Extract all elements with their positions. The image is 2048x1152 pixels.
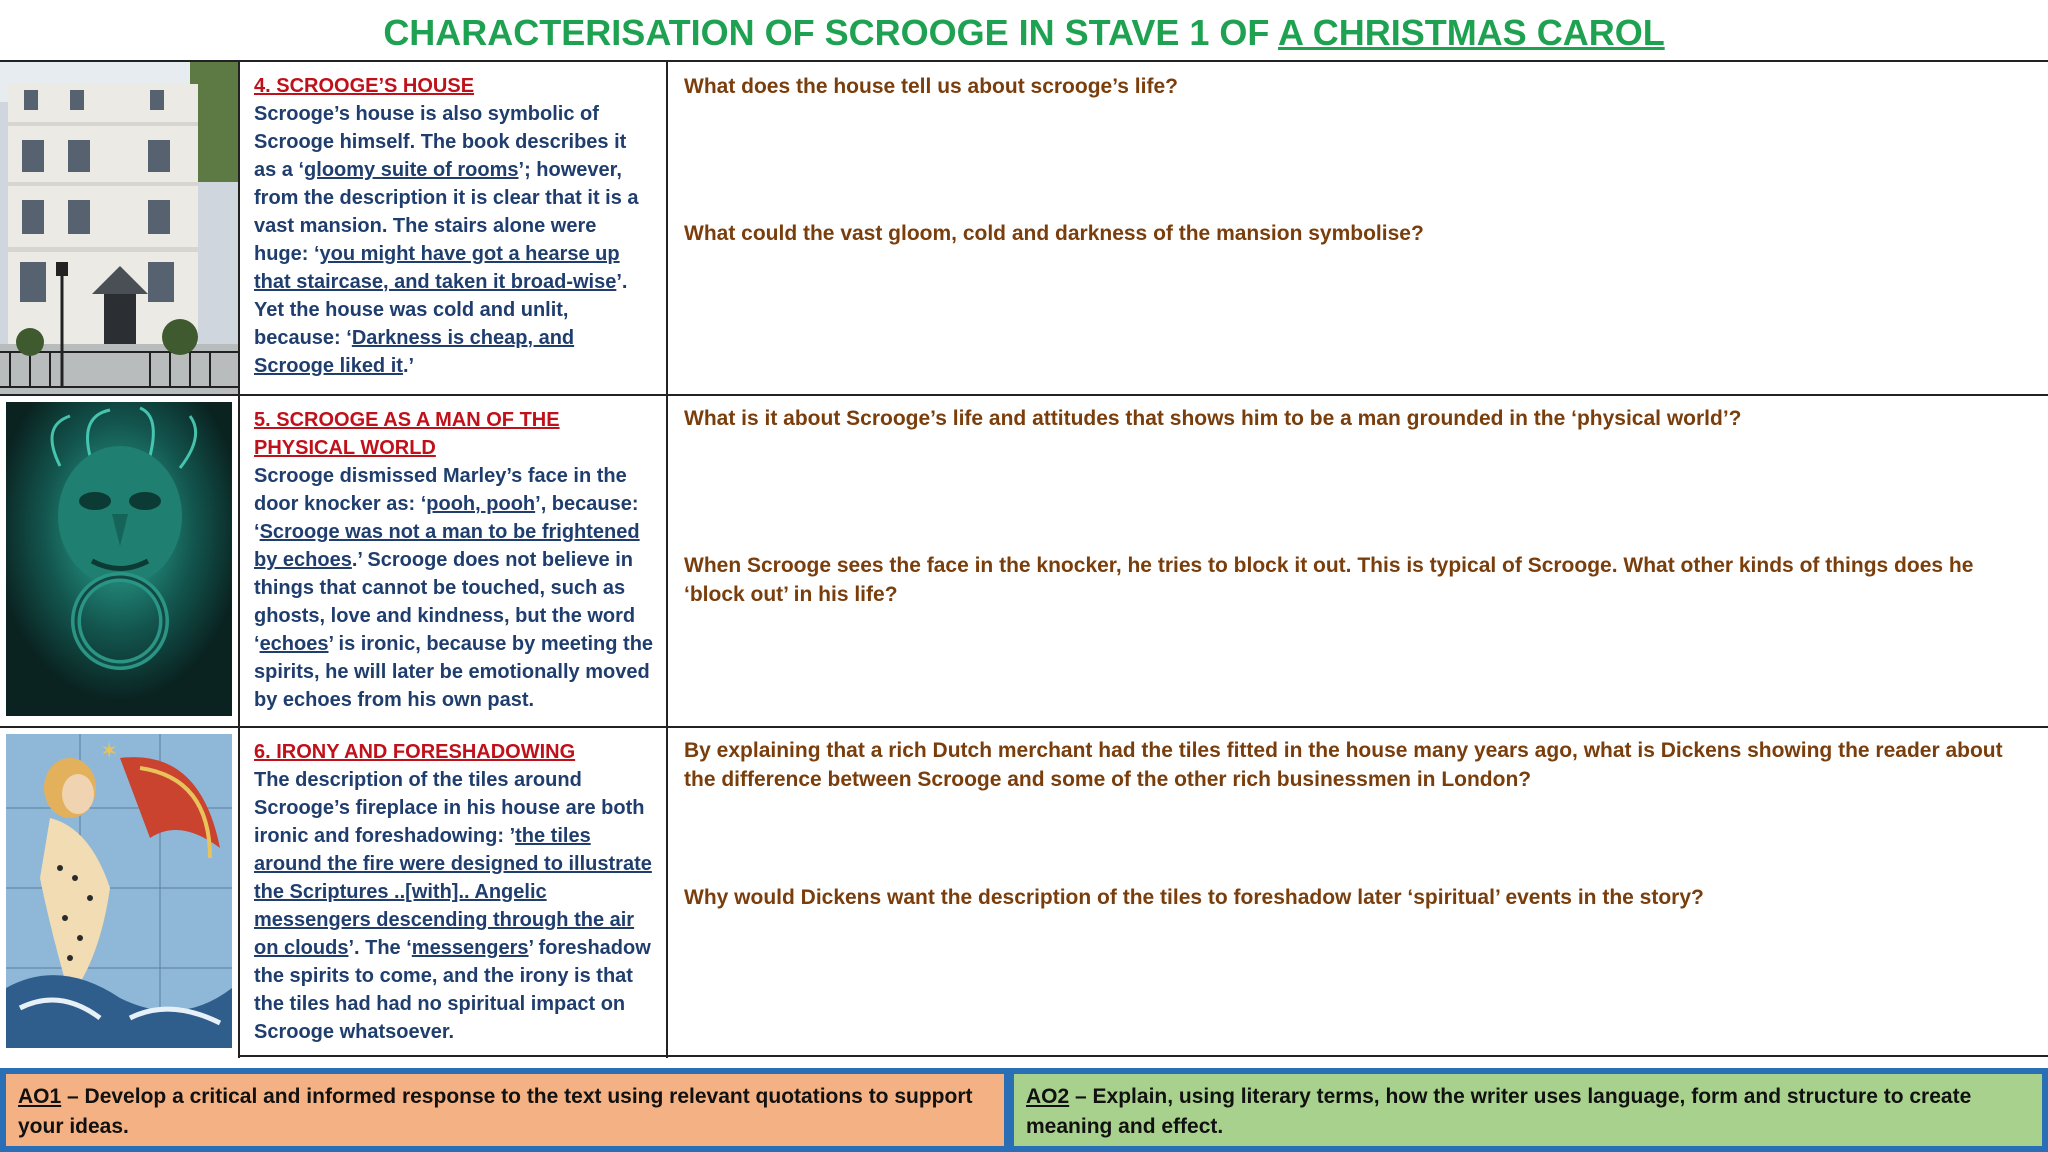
section-body: Scrooge’s house is also symbolic of Scrooge himself. The book describes it as a ‘gloomy suite of rooms’; however, from the description it is clear that it is a vast mansion. The stairs alone were huge: ‘you might have got a hearse up that staircase, and taken it broad-wise’. Yet the house was cold and unlit, because: ‘Darkness is cheap, and Scrooge liked it.’ [254,103,639,377]
ao2-label: AO2 [1026,1085,1070,1108]
ao2-box [1014,1074,2042,1146]
question-1: What is it about Scrooge’s life and attitudes that shows him to be a man grounded in the ‘physical world’? [684,407,1742,430]
quotation: echoes [259,633,329,655]
section-physical-world-text [240,396,668,726]
quotation: Darkness is cheap, and Scrooge liked it [254,327,575,377]
svg-text:✶: ✶ [100,739,119,764]
quotation: the tiles around the fire were designed to illustrate the Scriptures ..[with].. Angelic messengers descending through the air on clouds [254,825,652,959]
door-knocker-face [0,396,240,726]
section-house-text [240,62,668,394]
content-table [0,60,2048,1057]
angel-tile [0,728,240,1058]
questions-house [668,62,2048,394]
section-body: Scrooge dismissed Marley’s face in the door knocker as: ‘pooh, pooh’, because: ‘Scrooge was not a man to be frightened by echoes.’ Scrooge does not believe in things that cannot be touched, such as ghosts, love and kindness, but the word ‘echoes’ is ironic, because by meeting the spirits, he will later be emotionally moved by echoes from his own past. [254,465,654,711]
mansion-photo [0,62,240,394]
question-1: What does the house tell us about scrooge’s life? [684,75,1178,98]
question-2: Why would Dickens want the description of the tiles to foreshadow later ‘spiritual’ events in the story? [684,886,1704,909]
ao1-label: AO1 [18,1085,62,1108]
question-1: By explaining that a rich Dutch merchant had the tiles fitted in the house many years ago, what is Dickens showing the reader about the difference between Scrooge and some of the other rich businessmen in London? [684,739,2003,791]
question-2: When Scrooge sees the face in the knocker, he tries to block it out. This is typical of Scrooge. What other kinds of things does he ‘block out’ in his life? [684,554,1974,606]
title-main: CHARACTERISATION OF SCROOGE IN STAVE 1 OF [383,12,1279,53]
quotation: messengers [411,937,529,959]
section-body: The description of the tiles around Scrooge’s fireplace in his house are both ironic and foreshadowing: ’the tiles around the fire were designed to illustrate the Scriptures ..[with].. Angelic messengers descending through the air on clouds’. The ‘messengers’ foreshadow the spirits to come, and the irony is that the tiles had had no spiritual impact on Scrooge whatsoever. [254,769,652,1043]
ao1-text: – Develop a critical and informed response to the text using relevant quotations to support your ideas. [18,1085,973,1138]
section-irony-text [240,728,668,1058]
quotation: Scrooge was not a man to be frightened by echoes [254,521,640,571]
questions-physical-world [668,396,2048,726]
title-book: A CHRISTMAS CAROL [1278,12,1665,53]
assessment-objectives-bar [0,1068,2048,1152]
questions-irony [668,728,2048,1058]
section-heading: 6. IRONY AND FORESHADOWING [254,741,576,763]
table-row-house [0,62,2048,394]
ao2-text: – Explain, using literary terms, how the writer uses language, form and structure to create meaning and effect. [1026,1085,1972,1138]
quotation: pooh, pooh [426,493,536,515]
quotation: you might have got a hearse up that staircase, and taken it broad-wise [254,243,620,293]
quotation: gloomy suite of rooms [304,159,519,181]
section-heading: 5. SCROOGE AS A MAN OF THE PHYSICAL WORLD [254,409,560,459]
page-title [0,8,2048,58]
question-2: What could the vast gloom, cold and darkness of the mansion symbolise? [684,222,1424,245]
table-row-irony [0,726,2048,1058]
ao1-box [6,1074,1004,1146]
table-row-physical-world [0,394,2048,726]
section-heading: 4. SCROOGE’S HOUSE [254,75,475,97]
